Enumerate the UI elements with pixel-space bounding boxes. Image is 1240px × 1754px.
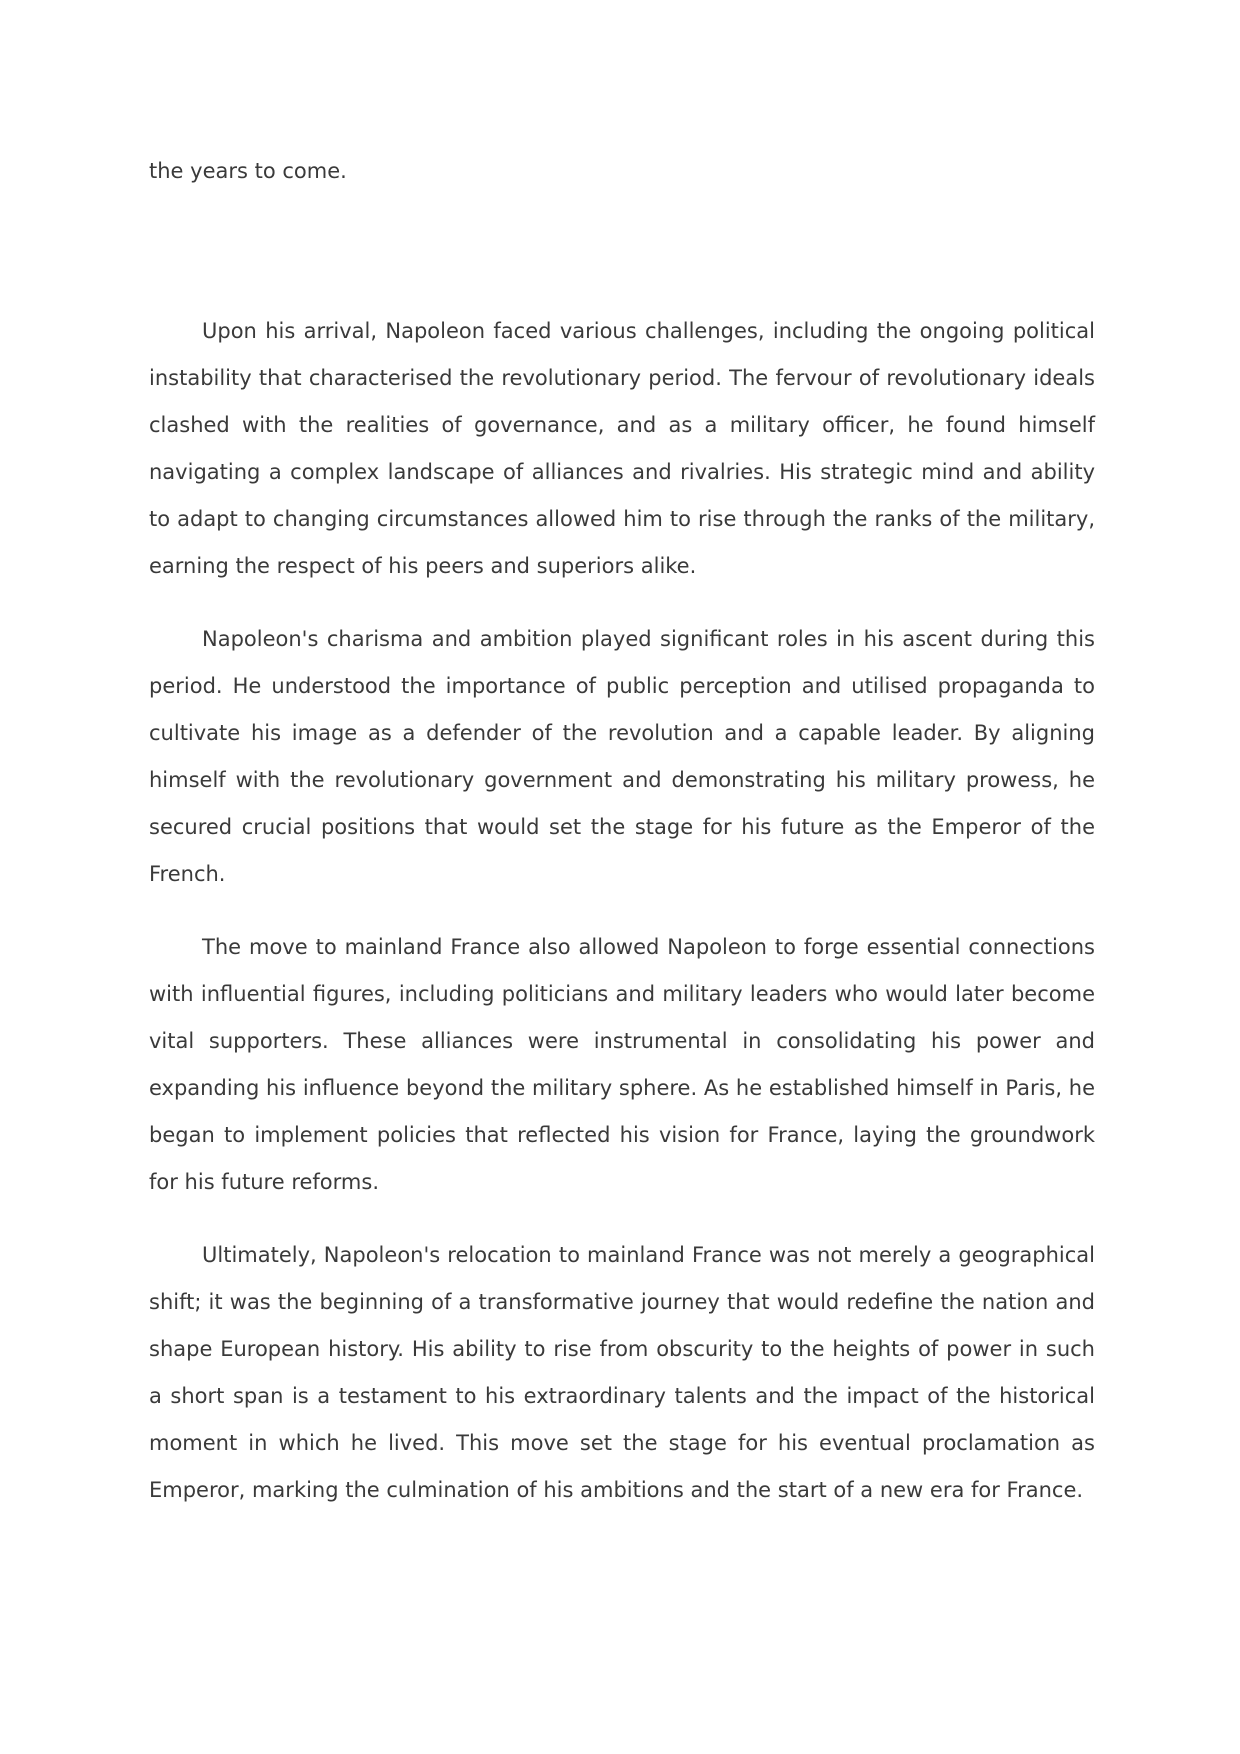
body-paragraph: The move to mainland France also allowed Napoleon to forge essential connections with influential figures, including politicians and military leaders who would later become vital supporters. These alliances were instrumental in consolidating his power and expanding his influence beyond the military sphere. As he established himself in Paris, he began to implement policies that reflected his vision for France, laying the groundwork for his future reforms. bbox=[149, 935, 1095, 1194]
paragraph-block-2 bbox=[149, 616, 1095, 898]
carryover-line bbox=[149, 148, 1095, 195]
paragraph-block-4 bbox=[149, 1232, 1095, 1514]
carryover-text: the years to come. bbox=[149, 159, 347, 183]
body-paragraph: Napoleon's charisma and ambition played significant roles in his ascent during this period. He understood the importance of public perception and utilised propaganda to cultivate his image as a defender of the revolution and a capable leader. By aligning himself with the revolutionary government and demonstrating his military prowess, he secured crucial positions that would set the stage for his future as the Emperor of the French. bbox=[149, 627, 1095, 886]
paragraph-block-3 bbox=[149, 924, 1095, 1206]
paragraph-block-1 bbox=[149, 308, 1095, 590]
body-paragraph: Ultimately, Napoleon's relocation to mainland France was not merely a geographical shift; it was the beginning of a transformative journey that would redefine the nation and shape European history. His ability to rise from obscurity to the heights of power in such a short span is a testament to his extraordinary talents and the impact of the historical moment in which he lived. This move set the stage for his eventual proclamation as Emperor, marking the culmination of his ambitions and the start of a new era for France. bbox=[149, 1243, 1095, 1502]
body-paragraph: Upon his arrival, Napoleon faced various challenges, including the ongoing political instability that characterised the revolutionary period. The fervour of revolutionary ideals clashed with the realities of governance, and as a military officer, he found himself navigating a complex landscape of alliances and rivalries. His strategic mind and ability to adapt to changing circumstances allowed him to rise through the ranks of the military, earning the respect of his peers and superiors alike. bbox=[149, 319, 1095, 578]
